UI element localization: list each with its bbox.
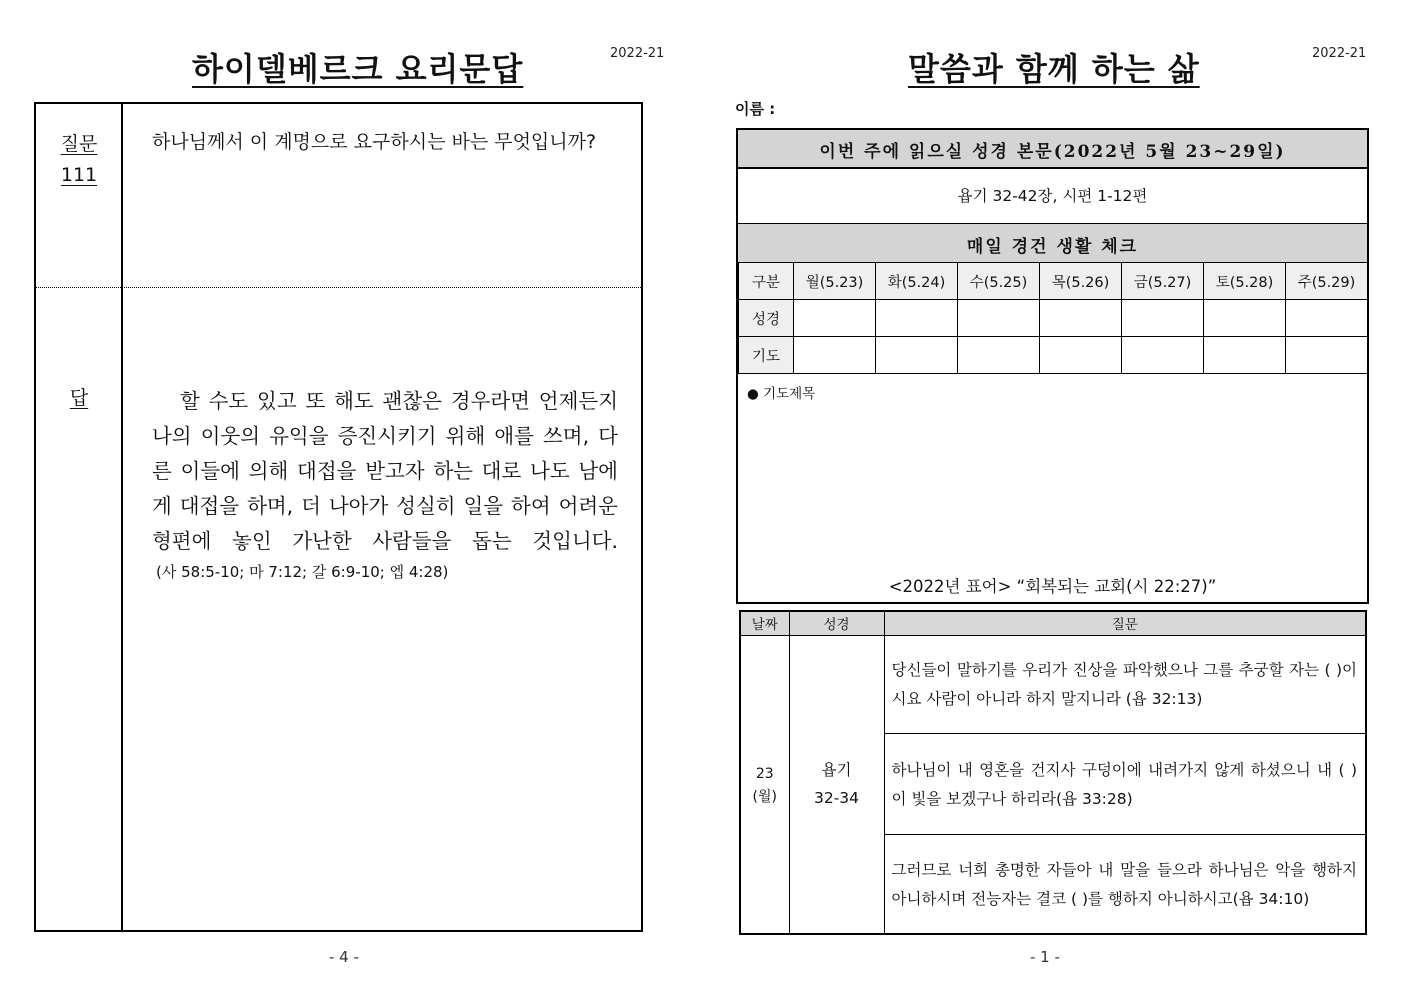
date-cell bbox=[740, 635, 789, 934]
check-cell[interactable] bbox=[958, 300, 1040, 337]
answer-references: (사 58:5-10; 마 7:12; 갈 6:9-10; 엡 4:28) bbox=[156, 563, 449, 581]
check-row-label: 성경 bbox=[739, 300, 794, 337]
left-page-number: - 4 - bbox=[329, 948, 359, 966]
header-date: 날짜 bbox=[740, 611, 789, 635]
check-cell[interactable] bbox=[1122, 337, 1204, 374]
check-cell[interactable] bbox=[794, 300, 876, 337]
question-label: 질문 bbox=[60, 133, 98, 155]
check-cell[interactable] bbox=[794, 337, 876, 374]
table-row bbox=[740, 635, 1366, 733]
check-cell[interactable] bbox=[1040, 300, 1122, 337]
left-page-code: 2022-21 bbox=[610, 46, 665, 61]
right-page-title: 말씀과 함께 하는 삶 bbox=[908, 50, 1200, 88]
check-cell[interactable] bbox=[1286, 300, 1368, 337]
check-header-cell: 목(5.26) bbox=[1040, 263, 1122, 300]
weekly-reading-title: 이번 주에 읽으실 성경 본문(2022년 5월 23~29일) bbox=[819, 142, 1286, 162]
question-cell bbox=[884, 635, 1366, 733]
header-question: 질문 bbox=[884, 611, 1366, 635]
daily-check-table bbox=[738, 262, 1368, 374]
divider bbox=[738, 167, 1367, 169]
catechism-divider-dotted bbox=[36, 287, 641, 288]
check-cell[interactable] bbox=[1122, 300, 1204, 337]
header-bible: 성경 bbox=[789, 611, 884, 635]
question-number: 111 bbox=[60, 164, 98, 186]
daily-check-title: 매일 경건 생활 체크 bbox=[966, 237, 1139, 257]
check-header-cell: 토(5.28) bbox=[1204, 263, 1286, 300]
right-page-code: 2022-21 bbox=[1312, 46, 1367, 61]
prayer-topics-label: ● 기도제목 bbox=[747, 386, 816, 402]
check-cell[interactable] bbox=[1286, 337, 1368, 374]
check-cell[interactable] bbox=[876, 337, 958, 374]
check-cell[interactable] bbox=[876, 300, 958, 337]
answer-text: 할 수도 있고 또 해도 괜찮은 경우라면 언제든지 나의 이웃의 유익을 증진시키기 위해 애를 쓰며, 다른 이들에 의해 대접을 받고자 하는 대로 나도 남에게 대접을 하며, 더 나아가 성실히 일을 하여 어려운 형편에 놓인 가난한 사람들을 돕는 것입니다. bbox=[152, 389, 618, 553]
answer-label: 답 bbox=[69, 387, 89, 409]
check-table-header bbox=[739, 263, 1368, 300]
weekly-table-header bbox=[740, 611, 1366, 635]
catechism-divider-vertical bbox=[121, 102, 123, 932]
check-row-prayer bbox=[739, 337, 1368, 374]
date-number: 23 bbox=[755, 766, 774, 783]
yearly-motto: <2022년 표어> “회복되는 교회(시 22:27)” bbox=[888, 577, 1217, 596]
check-cell[interactable] bbox=[958, 337, 1040, 374]
check-header-cell: 화(5.24) bbox=[876, 263, 958, 300]
question-text: 하나님께서 이 계명으로 요구하시는 바는 무엇입니까? bbox=[152, 131, 597, 153]
right-page-number: - 1 - bbox=[1030, 948, 1060, 966]
left-page-title: 하이델베르크 요리문답 bbox=[192, 50, 524, 88]
check-header-cell: 수(5.25) bbox=[958, 263, 1040, 300]
question-cell bbox=[884, 733, 1366, 834]
check-row-bible bbox=[739, 300, 1368, 337]
check-header-cell: 금(5.27) bbox=[1122, 263, 1204, 300]
check-row-label: 기도 bbox=[739, 337, 794, 374]
bible-book: 욥기 bbox=[821, 761, 852, 780]
question-cell bbox=[884, 834, 1366, 934]
weekly-reading-text: 욥기 32-42장, 시편 1-12편 bbox=[957, 187, 1148, 205]
check-cell[interactable] bbox=[1204, 337, 1286, 374]
check-cell[interactable] bbox=[1204, 300, 1286, 337]
check-header-cell: 월(5.23) bbox=[794, 263, 876, 300]
date-day: (월) bbox=[752, 789, 777, 806]
question-text: 그러므로 너희 총명한 자들아 내 말을 들으라 하나님은 악을 행하지 아니하시며 전능자는 결코 ( )를 행하지 아니하시고(욥 34:10) bbox=[891, 860, 1357, 908]
bible-chapters: 32-34 bbox=[813, 789, 860, 808]
name-label: 이름 : bbox=[735, 100, 776, 118]
check-cell[interactable] bbox=[1040, 337, 1122, 374]
bible-cell bbox=[789, 635, 884, 934]
question-text: 하나님이 내 영혼을 건지사 구덩이에 내려가지 않게 하셨으니 내 ( )이 빛을 보겠구나 하리라(욥 33:28) bbox=[891, 760, 1357, 808]
check-header-cell: 구분 bbox=[739, 263, 794, 300]
weekly-questions-table bbox=[739, 610, 1367, 935]
check-header-cell: 주(5.29) bbox=[1286, 263, 1368, 300]
question-text: 당신들이 말하기를 우리가 진상을 파악했으나 그를 추궁할 자는 ( )이시요 사람이 아니라 하지 말지니라 (욥 32:13) bbox=[891, 661, 1357, 708]
